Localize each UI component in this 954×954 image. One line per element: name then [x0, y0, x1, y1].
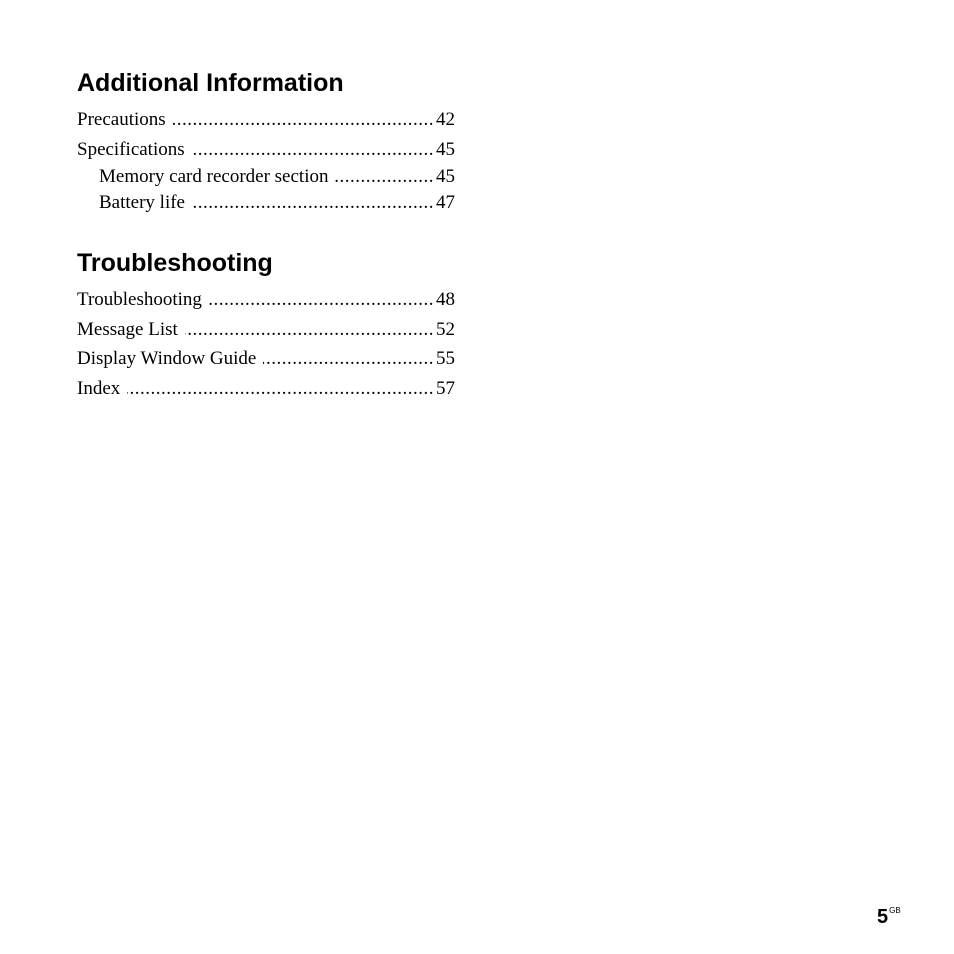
toc-entry-page: 42: [436, 109, 455, 130]
toc-entry-specifications[interactable]: [77, 135, 455, 165]
section-heading: Additional Information: [77, 69, 344, 97]
toc-entry-page: 52: [436, 318, 455, 340]
toc-entry-display-window-guide[interactable]: [77, 344, 455, 374]
toc-entry-title: Specifications: [77, 138, 185, 160]
toc-entry-title: Battery life: [99, 191, 185, 213]
dot-leader: [185, 315, 434, 345]
toc-entry-page: 48: [436, 289, 455, 310]
toc-subentry-battery-life[interactable]: [77, 190, 455, 216]
dot-leader: [209, 285, 434, 315]
dot-leader: [127, 374, 434, 404]
toc-entry-title: Display Window Guide: [77, 348, 257, 369]
toc-entry-page: 47: [436, 191, 455, 213]
toc-entry-page: 45: [436, 138, 455, 160]
toc-entry-page: 55: [436, 348, 455, 369]
toc-entry-title: Precautions: [77, 109, 166, 130]
region-code: GB: [889, 906, 901, 915]
dot-leader: [192, 190, 434, 216]
dot-leader: [335, 164, 434, 190]
toc-section-troubleshooting: [77, 248, 455, 403]
toc-entry-title: Troubleshooting: [77, 289, 202, 310]
page-number-value: 5: [877, 906, 889, 928]
toc-entry-precautions[interactable]: [77, 105, 455, 135]
dot-leader: [263, 344, 434, 374]
toc-entry-page: 57: [436, 377, 455, 399]
toc-entry-troubleshooting[interactable]: [77, 285, 455, 315]
toc-entry-index[interactable]: [77, 374, 455, 404]
page-number: [877, 906, 901, 929]
dot-leader: [173, 105, 434, 135]
toc-entry-title: Index: [77, 377, 121, 399]
toc-entry-title: Message List: [77, 318, 178, 340]
toc-subentry-memory-card-recorder-section[interactable]: [77, 164, 455, 190]
toc-entry-page: 45: [436, 166, 455, 187]
dot-leader: [192, 135, 434, 165]
toc-section-additional-information: [77, 68, 455, 215]
toc-entry-message-list[interactable]: [77, 315, 455, 345]
section-heading: Troubleshooting: [77, 249, 273, 277]
toc-entry-title: Memory card recorder section: [99, 166, 329, 187]
